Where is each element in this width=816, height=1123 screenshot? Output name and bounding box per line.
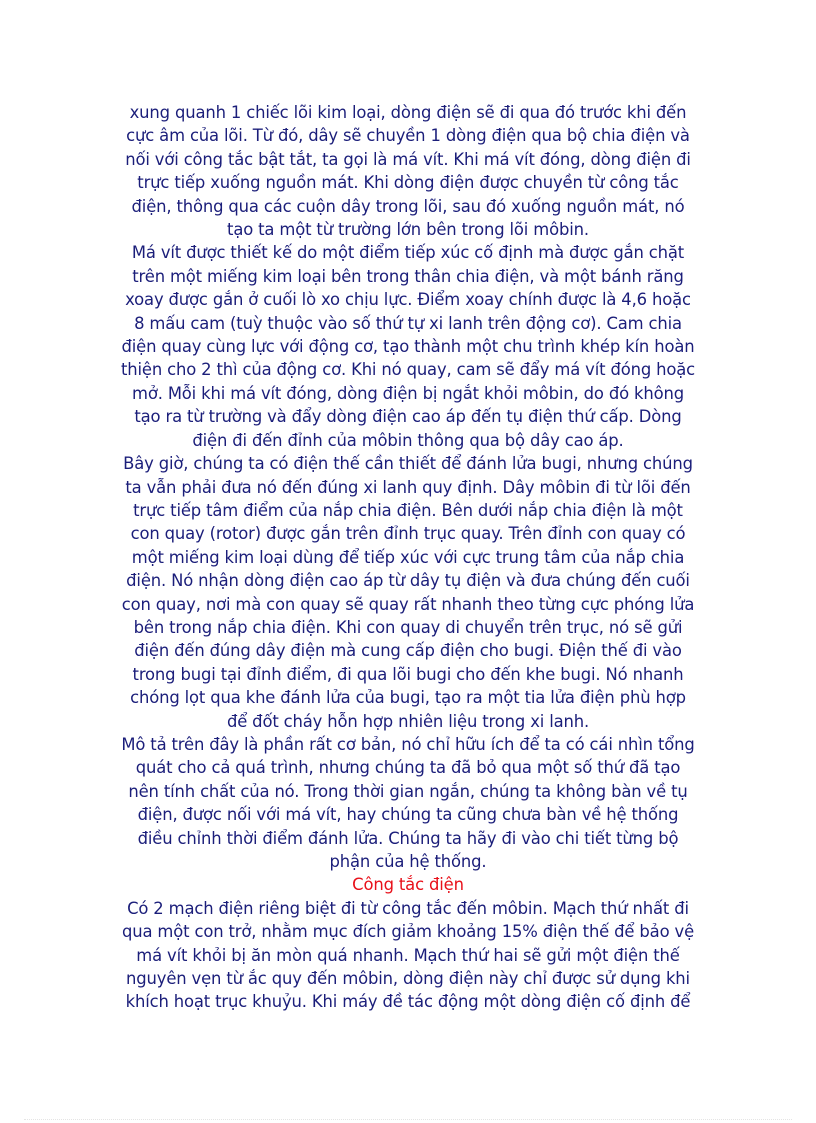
section-paragraph [112, 897, 704, 1014]
text-line: con quay (rotor) được gắn trên đỉnh trục quay. Trên đỉnh con quay có [130, 524, 686, 544]
text-line: nối với công tắc bật tắt, ta gọi là má vít. Khi má vít đóng, dòng điện đi [125, 149, 691, 169]
text-line: nên tính chất của nó. Trong thời gian ngắn, chúng ta không bàn về tụ [128, 781, 688, 801]
section-heading: Công tắc điện [352, 875, 464, 895]
text-line: 8 mấu cam (tuỳ thuộc vào số thứ tự xi lanh trên động cơ). Cam chia [134, 313, 682, 333]
text-line: tạo ra từ trường và đẩy dòng điện cao áp đến tụ điện thứ cấp. Dòng [134, 407, 682, 427]
text-line: điện đi đến đỉnh của môbin thông qua bộ dây cao áp. [192, 430, 624, 450]
text-line: phận của hệ thống. [329, 852, 487, 871]
text-line: Bây giờ, chúng ta có điện thế cần thiết để đánh lửa bugi, nhưng chúng [123, 454, 693, 474]
document-body [112, 101, 704, 1014]
text-line: Có 2 mạch điện riêng biệt đi từ công tắc đến môbin. Mạch thứ nhất đi [127, 898, 689, 918]
text-line: trực tiếp tâm điểm của nắp chia điện. Bên dưới nắp chia điện là một [133, 500, 683, 520]
text-line: trong bugi tại đỉnh điểm, đi qua lõi bugi cho đến khe bugi. Nó nhanh [132, 664, 684, 684]
text-line: thiện cho 2 thì của động cơ. Khi nó quay, cam sẽ đẩy má vít đóng hoặc [120, 360, 696, 380]
text-line: cực âm của lõi. Từ đó, dây sẽ chuyền 1 dòng điện qua bộ chia điện và [126, 126, 690, 146]
text-line: bên trong nắp chia điện. Khi con quay di chuyển trên trục, nó sẽ gửi [133, 617, 683, 637]
text-line: điện đến đúng dây điện mà cung cấp điện cho bugi. Điện thế đi vào [134, 641, 682, 661]
text-line: chóng lọt qua khe đánh lửa của bugi, tạo ra một tia lửa điện phù hợp [130, 688, 686, 708]
text-line: điện, được nối với má vít, hay chúng ta cũng chưa bàn về hệ thống [137, 805, 679, 825]
text-line: điện quay cùng lực với động cơ, tạo thành một chu trình khép kín hoàn [121, 337, 695, 357]
text-line: để đốt cháy hỗn hợp nhiên liệu trong xi lanh. [226, 711, 590, 731]
page-bottom-divider [24, 1119, 792, 1120]
text-line: khích hoạt trục khuỷu. Khi máy đề tác động một dòng điện cố định để [125, 992, 691, 1012]
text-line: con quay, nơi mà con quay sẽ quay rất nhanh theo từng cực phóng lửa [121, 594, 695, 614]
text-line: Mô tả trên đây là phần rất cơ bản, nó chỉ hữu ích để ta có cái nhìn tổng [121, 734, 695, 754]
text-line: qua một con trở, nhằm mục đích giảm khoảng 15% điện thế để bảo vệ [121, 922, 694, 942]
text-line: nguyên vẹn từ ắc quy đến môbin, dòng điện này chỉ được sử dụng khi [126, 969, 690, 989]
text-line: má vít khỏi bị ăn mòn quá nhanh. Mạch thứ hai sẽ gửi một điện thế [136, 945, 680, 965]
text-line: điều chỉnh thời điểm đánh lửa. Chúng ta hãy đi vào chi tiết từng bộ [137, 828, 679, 848]
text-line: trên một miếng kim loại bên trong thân chia điện, và một bánh răng [132, 266, 684, 286]
text-line: quát cho cả quá trình, nhưng chúng ta đã bỏ qua một số thứ đã tạo [135, 758, 681, 778]
body-paragraphs [112, 101, 704, 873]
text-line: một miếng kim loại dùng để tiếp xúc với cực trung tâm của nắp chia [131, 547, 685, 567]
text-line: ta vẫn phải đưa nó đến đúng xi lanh quy định. Dây môbin đi từ lõi đến [125, 477, 691, 497]
text-line: tạo ta một từ trường lớn bên trong lõi môbin. [227, 220, 589, 240]
text-line: xoay được gắn ở cuối lò xo chịu lực. Điểm xoay chính được là 4,6 hoặc [125, 290, 691, 310]
text-line: trực tiếp xuống nguồn mát. Khi dòng điện được chuyền từ công tắc [137, 173, 679, 193]
text-line: xung quanh 1 chiếc lõi kim loại, dòng điện sẽ đi qua đó trước khi đến [129, 103, 687, 122]
text-line: mở. Mỗi khi má vít đóng, dòng điện bị ngắt khỏi môbin, do đó không [132, 383, 684, 403]
text-line: điện. Nó nhận dòng điện cao áp từ dây tụ điện và đưa chúng đến cuối [126, 571, 690, 591]
text-line: Má vít được thiết kế do một điểm tiếp xúc cố định mà được gắn chặt [131, 243, 685, 263]
text-line: điện, thông qua các cuộn dây trong lõi, sau đó xuống nguồn mát, nó [131, 196, 685, 216]
